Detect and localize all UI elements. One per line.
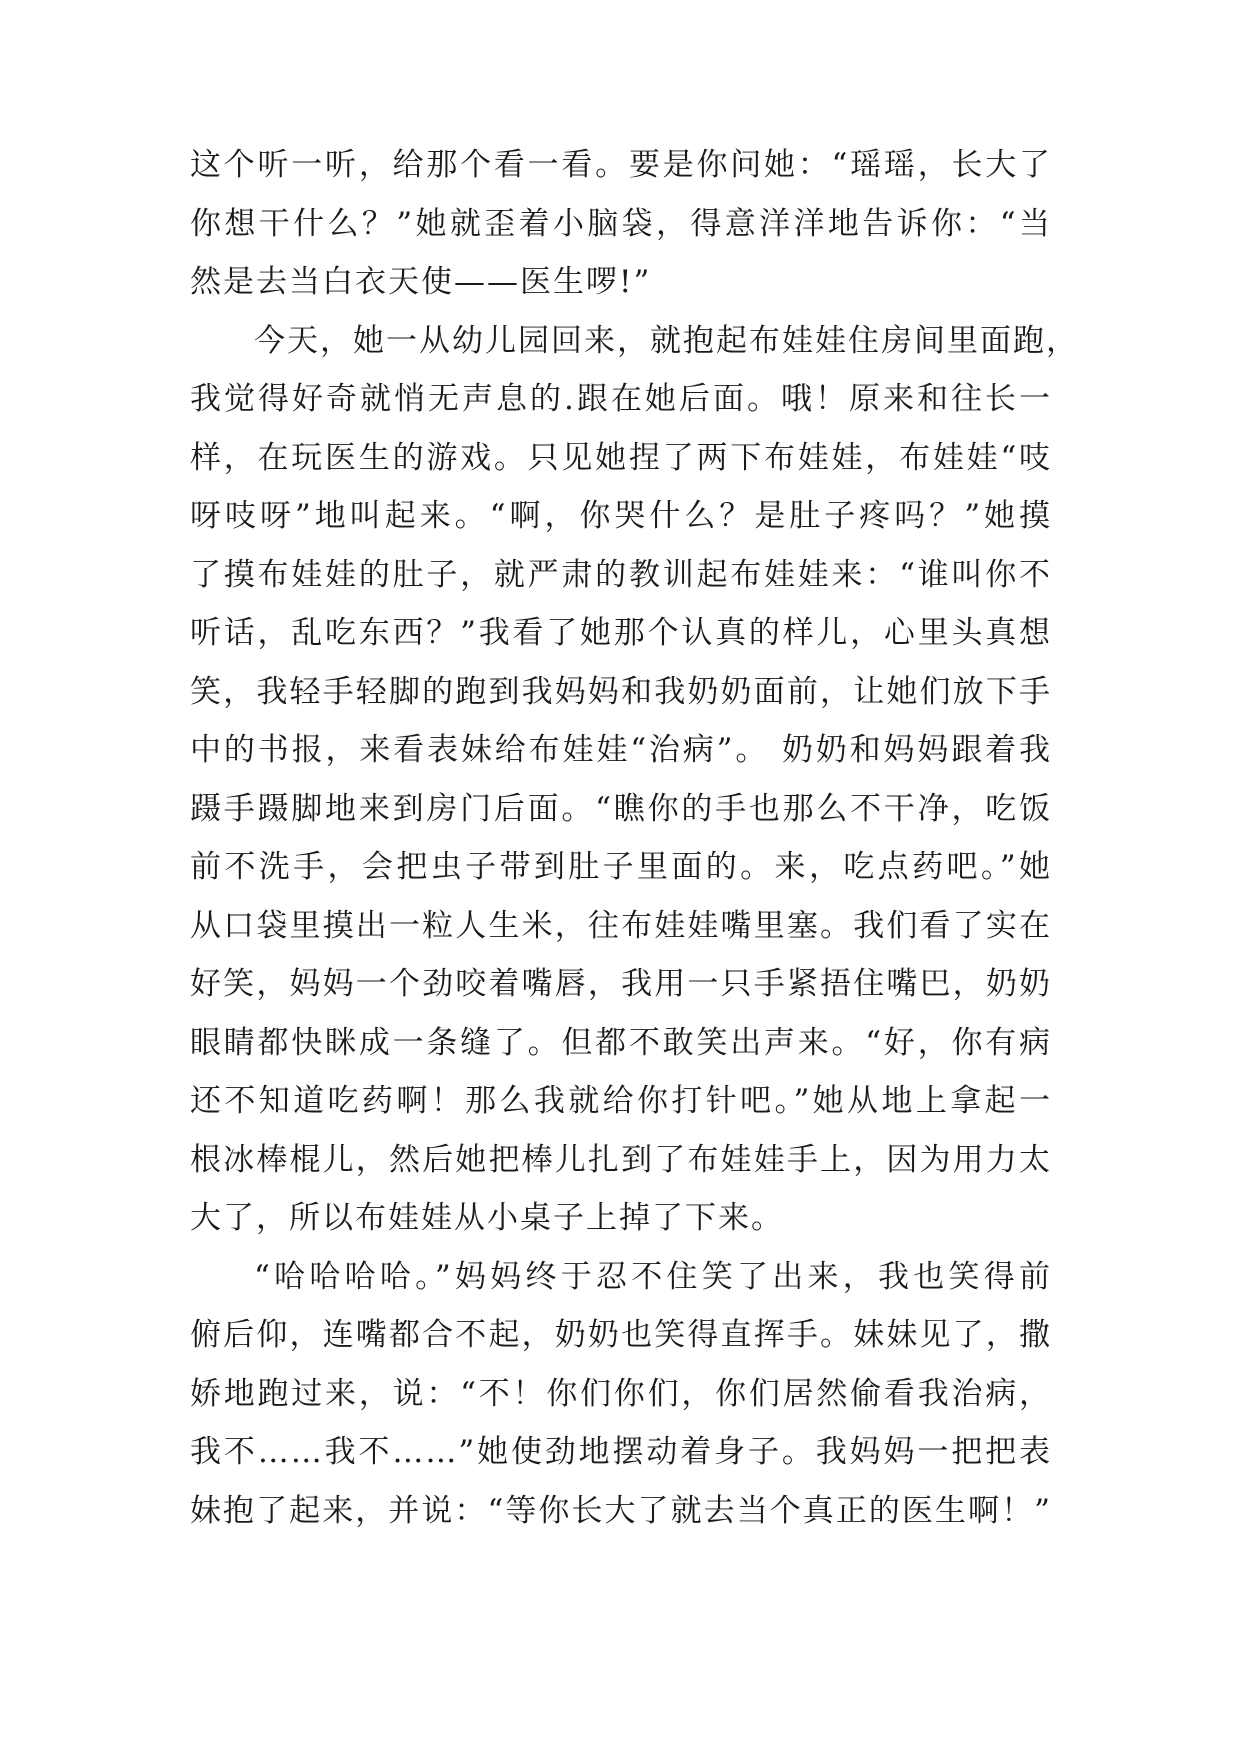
text-line: 好笑，妈妈一个劲咬着嘴唇，我用一只手紧捂住嘴巴，奶奶 [190,966,1052,1002]
text-line: 听话，乱吃东西？”我看了她那个认真的样儿，心里头真想 [190,615,1052,651]
paragraph-2 [190,312,1079,1248]
text-line: 你想干什么？”她就歪着小脑袋，得意洋洋地告诉你：“当 [190,205,1052,242]
text-line: 中的书报，来看表妹给布娃娃“治病”。 奶奶和妈妈跟着我 [190,732,1052,768]
text-line: 呀吱呀”地叫起来。“啊，你哭什么？是肚子疼吗？”她摸 [190,498,1052,534]
text-line: 还不知道吃药啊！那么我就给你打针吧。”她从地上拿起一 [190,1083,1052,1119]
text-line: 我觉得好奇就悄无声息的.跟在她后面。哦！原来和往长一 [190,381,1052,417]
text-line: 这个听一听，给那个看一看。要是你问她：“瑶瑶，长大了 [190,147,1052,183]
text-line: 前不洗手，会把虫子带到肚子里面的。来，吃点药吧。”她 [190,849,1052,885]
text-line: 根冰棒棍儿，然后她把棒儿扎到了布娃娃手上，因为用力太 [190,1141,1052,1178]
text-line: 娇地跑过来，说：“不！你们你们，你们居然偷看我治病， [190,1375,1052,1412]
text-line: 笑，我轻手轻脚的跑到我妈妈和我奶奶面前，让她们放下手 [190,673,1052,710]
text-line: 俯后仰，连嘴都合不起，奶奶也笑得直挥手。妹妹见了，撒 [190,1317,1052,1353]
text-line: 大了，所以布娃娃从小桌子上掉了下来。 [190,1200,784,1236]
paragraph-1 [190,136,1052,312]
text-line: 蹑手蹑脚地来到房门后面。“瞧你的手也那么不干净，吃饭 [190,790,1052,827]
text-line: 了摸布娃娃的肚子，就严肃的教训起布娃娃来：“谁叫你不 [190,556,1052,593]
text-line: 从口袋里摸出一粒人生米，往布娃娃嘴里塞。我们看了实在 [190,907,1052,944]
text-line: “哈哈哈哈。”妈妈终于忍不住笑了出来，我也笑得前 [254,1258,1052,1295]
document-body [190,136,1079,1540]
text-line: 样，在玩医生的游戏。只见她捏了两下布娃娃，布娃娃“吱 [190,439,1052,476]
text-line: 眼睛都快眯成一条缝了。但都不敢笑出声来。“好，你有病 [190,1024,1052,1061]
text-line: 妹抱了起来，并说：“等你长大了就去当个真正的医生啊！” [190,1492,1052,1529]
text-line: 我不……我不……”她使劲地摆动着身子。我妈妈一把把表 [190,1434,1052,1470]
paragraph-3 [190,1248,1052,1541]
text-line: 今天，她一从幼儿园回来，就抱起布娃娃住房间里面跑， [254,322,1079,359]
text-line: 然是去当白衣天使——医生啰!” [190,264,652,300]
